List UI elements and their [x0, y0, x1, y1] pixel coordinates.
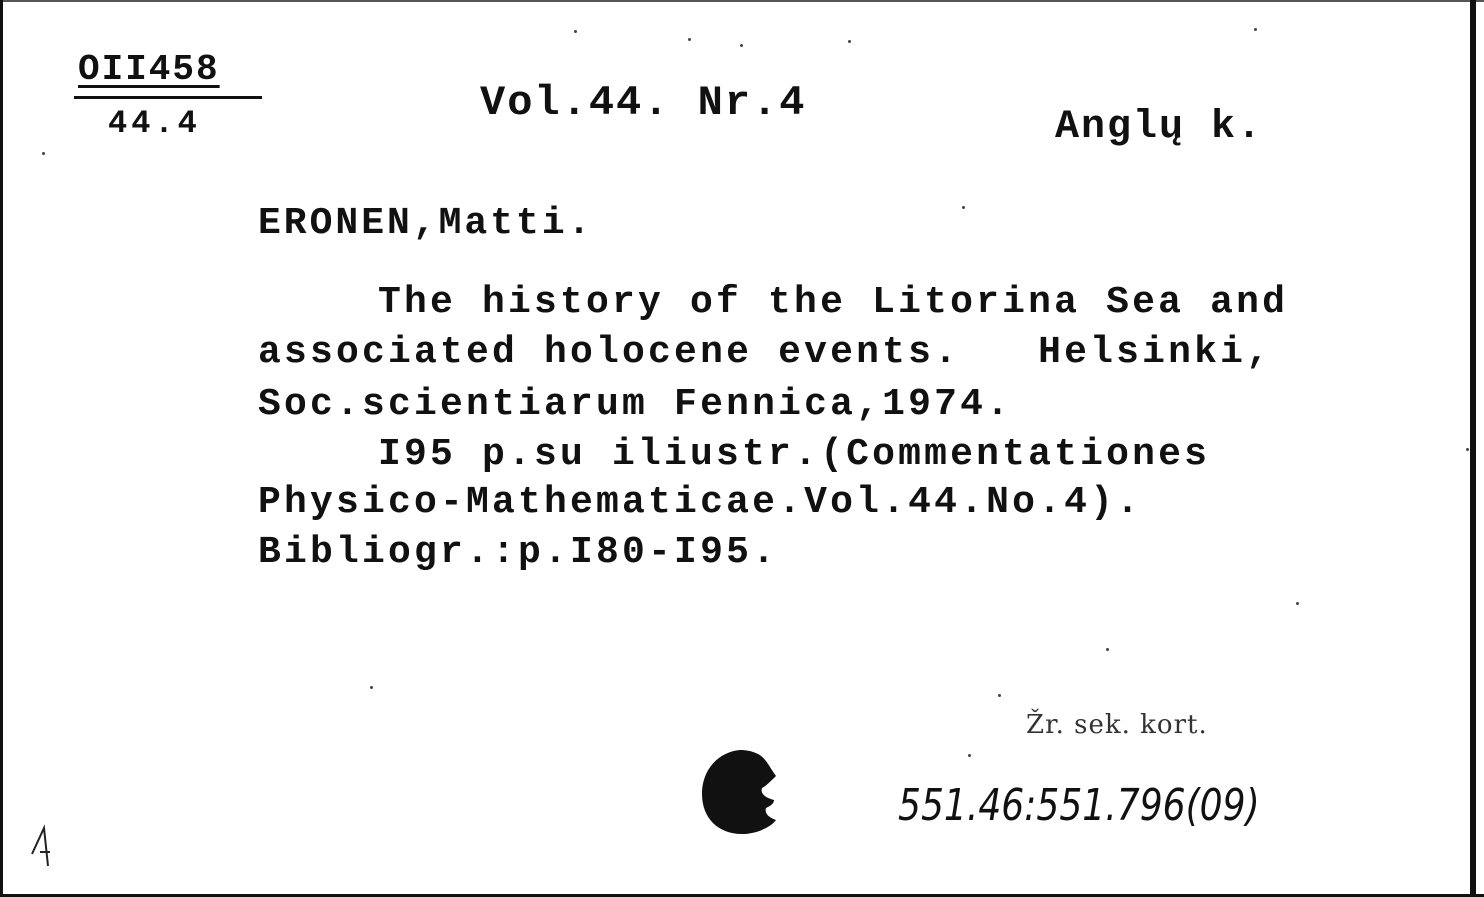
volume-number: Vol.44. Nr.4 [480, 79, 807, 127]
author-heading: ERONEN,Matti. [258, 202, 594, 245]
speck [42, 152, 45, 155]
speck [740, 44, 743, 47]
card-border-left [0, 0, 3, 897]
speck [962, 206, 965, 209]
speck [998, 694, 1001, 697]
call-number-top: OII458 [78, 49, 220, 90]
speck [370, 686, 373, 689]
pages-line: I95 p.su iliustr.(Commentationes [378, 433, 1211, 476]
language-note: Anglų k. [1055, 105, 1264, 150]
card-border-right [1470, 0, 1476, 897]
title-line-1: The history of the Litorina Sea and [378, 281, 1289, 324]
card-border-top [0, 0, 1484, 2]
speck [968, 754, 971, 757]
bibliography-line: Bibliogr.:p.I80-I95. [258, 531, 779, 574]
see-also-stamp: Žr. sek. kort. [1026, 710, 1208, 740]
speck [1106, 648, 1109, 651]
speck [1254, 28, 1257, 31]
publisher-line: Soc.scientiarum Fennica,1974. [258, 383, 1013, 426]
call-number-divider [74, 96, 262, 99]
speck [1466, 448, 1469, 451]
speck [688, 38, 691, 41]
call-number-bottom: 44.4 [108, 105, 201, 142]
classification-number: 551.46:551.796(09) [898, 780, 1260, 831]
speck [1296, 602, 1299, 605]
pencil-mark-icon [28, 822, 58, 872]
series-line: Physico-Mathematicae.Vol.44.No.4). [258, 481, 1143, 524]
punch-hole-icon [700, 748, 778, 836]
speck [574, 30, 577, 33]
title-line-2: associated holocene events. Helsinki, [258, 331, 1273, 374]
speck [848, 40, 851, 43]
